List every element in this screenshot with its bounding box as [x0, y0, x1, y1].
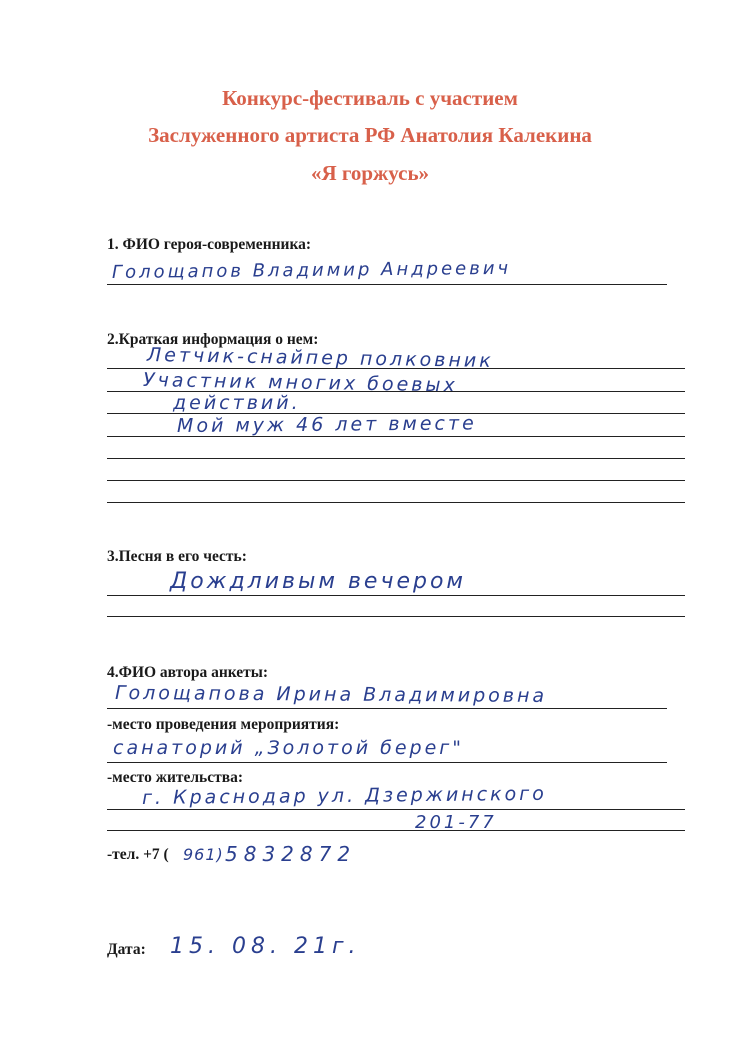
header-title-line2: Заслуженного артиста РФ Анатолия Калекина — [148, 123, 592, 147]
song-answer: Дождливым вечером — [170, 569, 467, 594]
song-line-2 — [107, 616, 685, 617]
info-answer-line1: Летчик-снайпер полковник — [146, 344, 494, 373]
info-line-5 — [107, 458, 685, 459]
song-line-1 — [107, 595, 685, 596]
venue-line — [107, 762, 667, 763]
venue-answer: санаторий „Золотой берег" — [113, 737, 465, 759]
info-line-4 — [107, 436, 685, 437]
info-line-7 — [107, 502, 685, 503]
hero-name-answer: Голощапов Владимир Андреевич — [111, 257, 512, 283]
author-label: 4.ФИО автора анкеты: — [107, 664, 269, 681]
phone-number: 5832872 — [225, 842, 357, 866]
info-line-3 — [107, 413, 685, 414]
info-answer-line2: Участник многих боевых — [142, 369, 458, 397]
residence-label: -место жительства: — [107, 769, 244, 786]
residence-line-1 — [107, 809, 685, 810]
song-label: 3.Песня в его честь: — [107, 548, 247, 565]
residence-answer-line2: 201-77 — [415, 812, 497, 833]
date-label: Дата: — [107, 941, 146, 958]
info-line-1 — [107, 368, 685, 369]
info-line-2 — [107, 391, 685, 392]
date-value: 15. 08. 21г. — [170, 934, 361, 959]
header-title-line3: «Я горжусь» — [310, 161, 430, 185]
header-title-line1: Конкурс-фестиваль с участием — [222, 86, 518, 110]
phone-label: -тел. +7 ( — [107, 846, 169, 863]
info-answer-line3: действий. — [173, 392, 301, 414]
residence-line-2 — [107, 830, 685, 831]
author-answer: Голощапова Ирина Владимировна — [114, 682, 548, 708]
author-line — [107, 708, 667, 709]
venue-label: -место проведения мероприятия: — [107, 716, 340, 733]
hero-name-label: 1. ФИО героя-современника: — [107, 236, 312, 253]
residence-answer-line1: г. Краснодар ул. Дзержинского — [141, 782, 547, 809]
info-line-6 — [107, 480, 685, 481]
info-label: 2.Краткая информация о нем: — [107, 331, 319, 348]
phone-code: 961) — [183, 845, 224, 864]
hero-name-line — [107, 284, 667, 285]
info-answer-line4: Мой муж 46 лет вместе — [176, 412, 477, 437]
